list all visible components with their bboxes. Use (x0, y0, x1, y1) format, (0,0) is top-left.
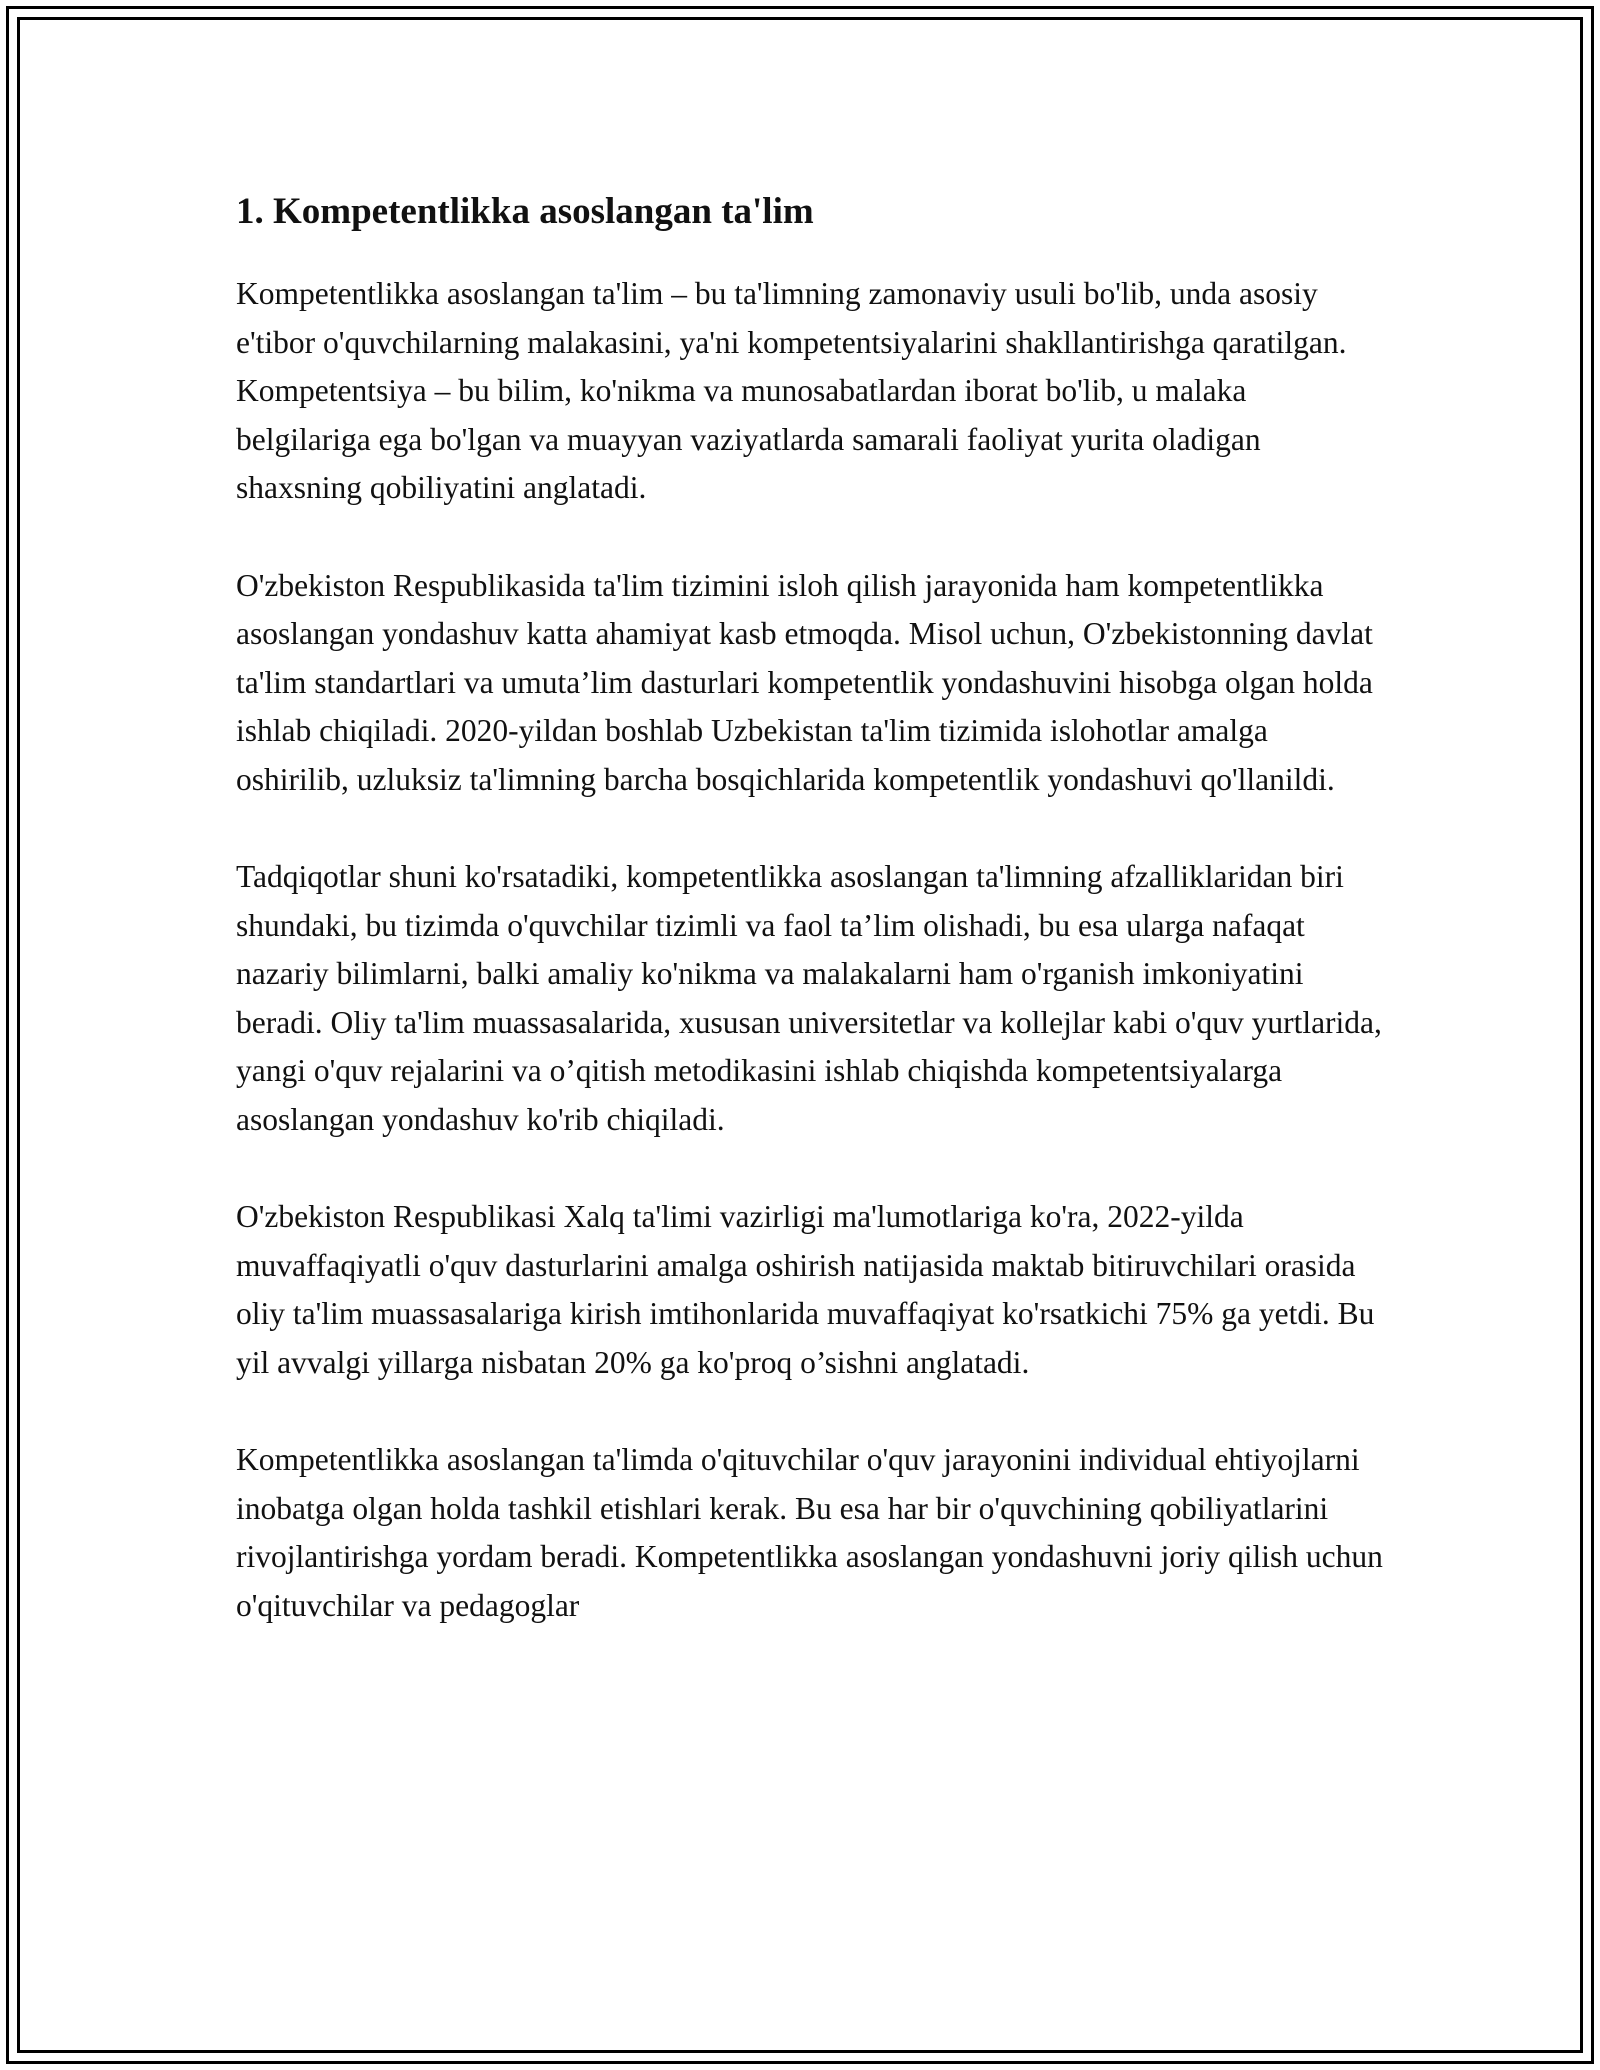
document-body (236, 188, 1386, 1679)
paragraph-3: Tadqiqotlar shuni ko'rsatadiki, kompetentlikka asoslangan ta'limning afzalliklaridan biri shundaki, bu tizimda o'quvchilar tizimli va faol ta’lim olishadi, bu esa ularga nafaqat nazariy bilimlarni, balki amaliy ko'nikma va malakalarni ham o'rganish imkoniyatini beradi. Oliy ta'lim muassasalarida, xususan universitetlar va kollejlar kabi o'quv yurtlarida, yangi o'quv rejalarini va o’qitish metodikasini ishlab chiqishda kompetentsiyalarga asoslangan yondashuv ko'rib chiqiladi. (236, 859, 1382, 1137)
paragraph-5: Kompetentlikka asoslangan ta'limda o'qituvchilar o'quv jarayonini individual ehtiyojlarni inobatga olgan holda tashkil etishlari kerak. Bu esa har bir o'quvchining qobiliyatlarini rivojlantirishga yordam beradi. Kompetentlikka asoslangan yondashuvni joriy qilish uchun o'qituvchilar va pedagoglar (236, 1442, 1383, 1623)
paragraph-1: Kompetentlikka asoslangan ta'lim – bu ta'limning zamonaviy usuli bo'lib, unda asosiy e'tibor o'quvchilarning malakasini, ya'ni kompetentsiyalarini shakllantirishga qaratilgan. Kompetentsiya – bu bilim, ko'nikma va munosabatlardan iborat bo'lib, u malaka belgilariga ega bo'lgan va muayyan vaziyatlarda samarali faoliyat yurita oladigan shaxsning qobiliyatini anglatadi. (236, 276, 1347, 505)
paragraph-4: O'zbekiston Respublikasi Xalq ta'limi vazirligi ma'lumotlariga ko'ra, 2022-yilda muvaffaqiyatli o'quv dasturlarini amalga oshirish natijasida maktab bitiruvchilari orasida oliy ta'lim muassasalariga kirish imtihonlarida muvaffaqiyat ko'rsatkichi 75% ga yetdi. Bu yil avvalgi yillarga nisbatan 20% ga ko'proq o’sishni anglatadi. (236, 1199, 1375, 1380)
section-heading: 1. Kompetentlikka asoslangan ta'lim (236, 191, 814, 232)
paragraph-2: O'zbekiston Respublikasida ta'lim tizimini isloh qilish jarayonida ham kompetentlikka asoslangan yondashuv katta ahamiyat kasb etmoqda. Misol uchun, O'zbekistonning davlat ta'lim standartlari va umuta’lim dasturlari kompetentlik yondashuvini hisobga olgan holda ishlab chiqiladi. 2020-yildan boshlab Uzbekistan ta'lim tizimida islohotlar amalga oshirilib, uzluksiz ta'limning barcha bosqichlarida kompetentlik yondashuvi qo'llanildi. (236, 567, 1373, 797)
